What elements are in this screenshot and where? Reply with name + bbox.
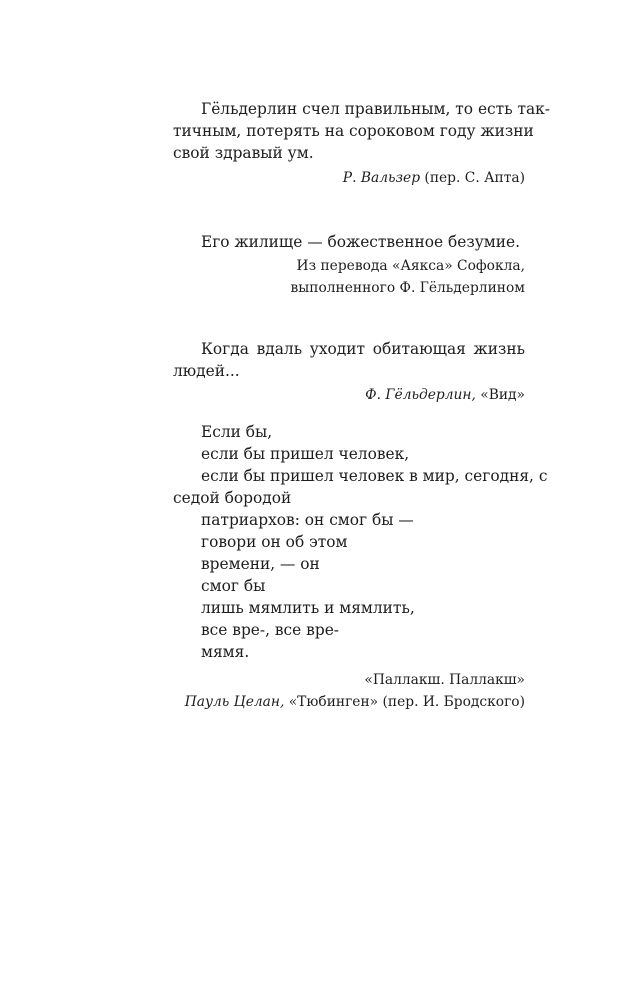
attribution-author: Р. Вальзер bbox=[342, 170, 421, 186]
epigraph-walser bbox=[173, 98, 550, 189]
epigraph-hoelderlin-line-2: людей... bbox=[173, 362, 240, 380]
poem-line: седой бородой bbox=[173, 489, 292, 507]
attribution-author: Ф. Гёльдерлин, bbox=[365, 387, 476, 403]
poem-line: Если бы, bbox=[201, 423, 273, 441]
epigraph-sophocles-text: Его жилище — божественное безумие. bbox=[201, 233, 521, 251]
epigraph-celan bbox=[173, 421, 548, 713]
epigraph-walser-line-1: Гёльдерлин счел правильным, то есть так- bbox=[201, 100, 550, 118]
epigraph-sophocles bbox=[173, 231, 525, 299]
epigraph-hoelderlin-line-1: Когда вдаль уходит обитающая жизнь bbox=[201, 340, 525, 358]
poem-line: все вре-, все вре- bbox=[201, 621, 340, 639]
epigraph-walser-attribution bbox=[173, 167, 525, 189]
epigraph-walser-line-2: тичным, потерять на сороковом году жизни bbox=[173, 122, 534, 140]
poem-line: говори он об этом bbox=[201, 533, 348, 551]
poem-line: времени, — он bbox=[201, 555, 320, 573]
poem-line: если бы пришел человек в мир, сегодня, с bbox=[201, 467, 548, 485]
epigraph-sophocles-attribution-line-1: Из перевода «Аякса» Софокла, bbox=[296, 258, 525, 274]
attribution-author: Пауль Целан, bbox=[184, 694, 285, 710]
poem-line: если бы пришел человек, bbox=[201, 445, 410, 463]
poem-line: смог бы bbox=[201, 577, 266, 595]
poem-line: патриархов: он смог бы — bbox=[201, 511, 414, 529]
epigraph-celan-attribution-line-2 bbox=[173, 691, 525, 713]
attribution-translator: (пер. С. Апта) bbox=[420, 170, 525, 186]
epigraph-celan-attribution-line-1: «Паллакш. Паллакш» bbox=[364, 672, 525, 688]
epigraph-hoelderlin-attribution bbox=[173, 384, 525, 406]
epigraph-walser-line-3: свой здравый ум. bbox=[173, 144, 314, 162]
attribution-work: «Вид» bbox=[475, 387, 525, 403]
attribution-translator: «Тюбинген» (пер. И. Бродского) bbox=[284, 694, 525, 710]
poem-line: мямя. bbox=[201, 643, 250, 661]
poem-line: лишь мямлить и мямлить, bbox=[201, 599, 415, 617]
epigraph-sophocles-attribution-line-2: выполненного Ф. Гёльдерлином bbox=[290, 280, 525, 296]
epigraph-hoelderlin bbox=[173, 338, 525, 406]
